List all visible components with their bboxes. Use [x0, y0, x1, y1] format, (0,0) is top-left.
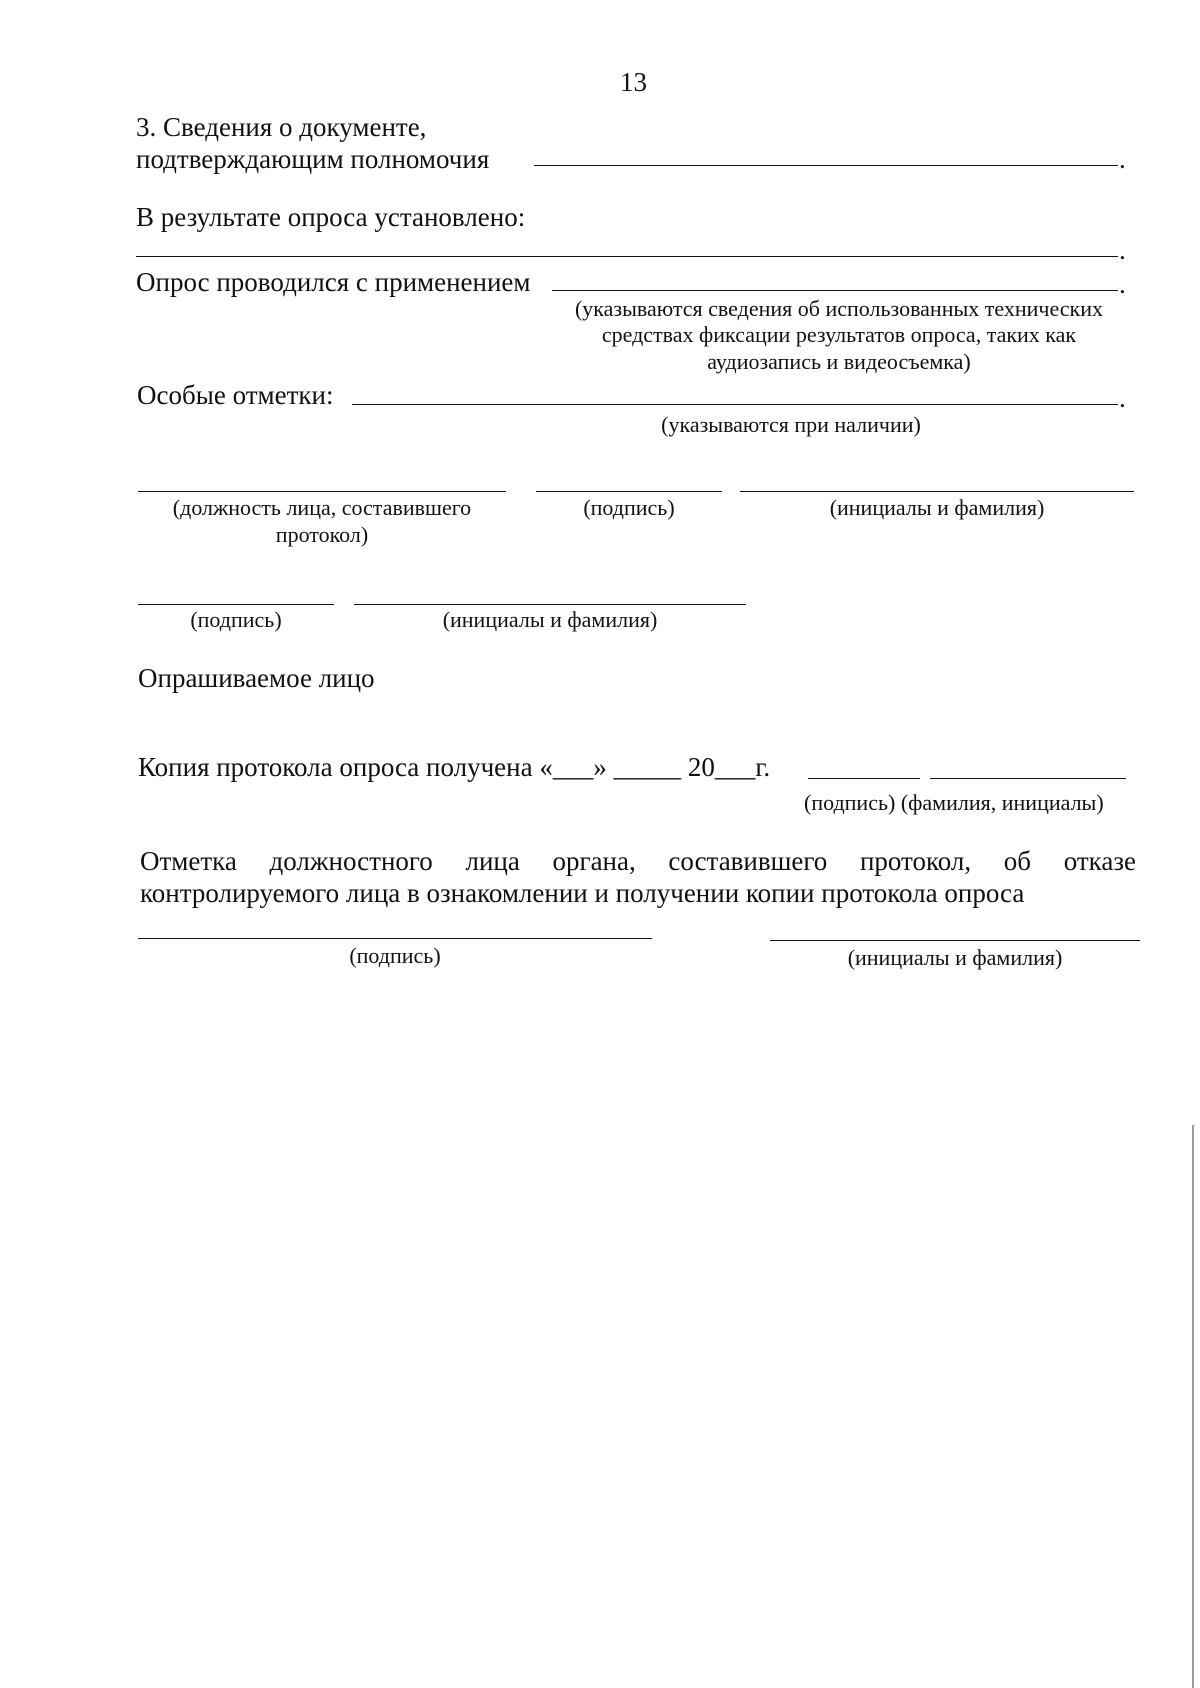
special-field-period: . [1119, 383, 1126, 413]
result-field-period: . [1119, 235, 1126, 265]
initials-line-2 [354, 604, 746, 605]
result-field-line [136, 256, 1118, 257]
scan-edge-shadow [1192, 1125, 1194, 1688]
signature-line-2 [138, 604, 334, 605]
copy-received-text: Копия протокола опроса получена «___» _____ 20___г. [138, 752, 771, 782]
tech-field-line [552, 290, 1118, 291]
position-caption-line2: протокол) [275, 522, 369, 547]
initials-caption-1: (инициалы и фамилия) [829, 495, 1045, 520]
initials-line-1 [740, 491, 1134, 492]
refusal-signature-caption: (подпись) [349, 943, 441, 968]
signature-caption-1: (подпись) [583, 495, 675, 520]
refusal-text-line1: Отметка должностного лица органа, составившего протокол, об отказе [140, 846, 1136, 876]
copy-hint: (подпись) (фамилия, инициалы) [804, 790, 1104, 815]
refusal-text-line2: контролируемого лица в ознакомлении и получении копии протокола опроса [140, 878, 1025, 908]
special-hint: (указываются при наличии) [661, 412, 921, 437]
page-number: 13 [620, 67, 647, 97]
copy-signature-line [808, 778, 920, 779]
refusal-initials-caption: (инициалы и фамилия) [847, 945, 1063, 970]
section3-line1: 3. Сведения о документе, [136, 112, 427, 142]
special-field-line [352, 404, 1118, 405]
tech-hint-line2: средствах фиксации результатов опроса, таких как [601, 322, 1077, 347]
document-field-line [534, 165, 1118, 166]
section3-line2: подтверждающим полномочия [136, 144, 490, 174]
special-label: Особые отметки: [137, 380, 334, 410]
position-line [138, 491, 506, 492]
tech-hint-line1: (указываются сведения об использованных технических [574, 296, 1104, 321]
tech-hint-line3: аудиозапись и видеосъемка) [707, 349, 971, 374]
document-field-period: . [1119, 144, 1126, 174]
tech-field-period: . [1119, 269, 1126, 299]
tech-label: Опрос проводился с применением [136, 267, 531, 297]
initials-caption-2: (инициалы и фамилия) [442, 607, 658, 632]
signature-caption-2: (подпись) [190, 607, 282, 632]
result-label: В результате опроса установлено: [136, 202, 526, 232]
refusal-initials-line [770, 940, 1140, 941]
refusal-signature-line [138, 938, 652, 939]
position-caption-line1: (должность лица, составившего [172, 495, 472, 520]
respondent-label: Опрашиваемое лицо [138, 663, 375, 693]
copy-name-line [930, 778, 1126, 779]
signature-line-1 [536, 491, 722, 492]
